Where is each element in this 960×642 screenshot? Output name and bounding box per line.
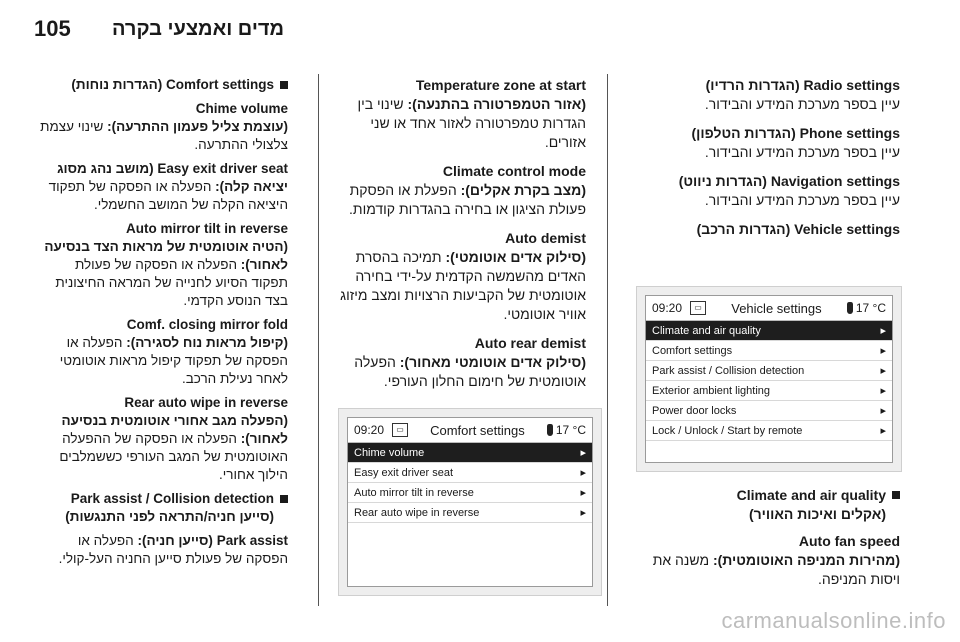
entry-body: תמיכה בהסרת האדים מהשמשה הקדמית על-ידי בחירה אוטומטית של הקביעות הרצויות ומצב מיזוג אוויר אוטומטי. [340, 249, 586, 322]
entry-heading: Climate control mode [442, 163, 586, 179]
chevron-right-icon: ▸ [880, 345, 886, 357]
menu-item-label: Rear auto wipe in reverse [354, 506, 480, 519]
entry-body: שינוי עצמת צלצולי ההתרעה. [40, 119, 288, 152]
left-column [40, 76, 288, 578]
entry-heading: Phone settings (הגדרות הטלפון) [691, 125, 900, 141]
comfort-settings-screen [338, 408, 602, 596]
section-heading [628, 486, 900, 524]
bullet-square-icon [892, 491, 900, 499]
page-number: 105 [34, 16, 71, 41]
phone-settings-entry [628, 124, 900, 162]
entry-bold: (עוצמת צליל פעמון ההתרעה): [107, 119, 288, 134]
entry-heading: Vehicle settings (הגדרות הרכב) [696, 221, 900, 237]
entry-heading: Comf. closing mirror fold [126, 317, 288, 332]
entry-text [40, 238, 288, 310]
menu-item-label: Power door locks [652, 404, 737, 417]
entry-body: שינוי בין הגדרות טמפרטורה לאזור אחד או שני אזורים. [357, 96, 586, 150]
chevron-right-icon: ▸ [880, 365, 886, 377]
menu-item-ambient-lighting[interactable] [646, 381, 892, 401]
entry-heading: Rear auto wipe in reverse [124, 395, 288, 410]
entry-text [336, 181, 586, 219]
entry-bold: (סילוק אדים אוטומטי): [445, 249, 586, 265]
menu-item-label: Chime volume [354, 446, 425, 459]
entry-body: הפעלה או הפסקה של ההפעלה האוטומטית של המגב העורפי כששמלבים הילוך אחורי. [59, 431, 288, 482]
menu-item-comfort[interactable] [646, 341, 892, 361]
entry-heading: Auto fan speed [798, 533, 900, 549]
entry-bold: יציאה קלה): [215, 179, 288, 194]
entry-body: הפעלה או הפסקה של פעולת סייען החניה העל-קולי. [58, 533, 288, 566]
entry-heading: Auto mirror tilt in reverse [125, 221, 288, 236]
chevron-right-icon: ▸ [880, 385, 886, 397]
thermometer-icon [847, 302, 853, 314]
entry-text [40, 334, 288, 388]
column-divider [318, 74, 319, 606]
chevron-right-icon: ▸ [880, 425, 886, 437]
easy-exit-entry [40, 160, 288, 214]
mirror-tilt-entry [40, 220, 288, 310]
entry-text: עיין בספר מערכת המידע והבידור. [704, 96, 900, 112]
middle-column [336, 76, 586, 401]
menu-item-remote[interactable] [646, 421, 892, 441]
menu-item-label: Park assist / Collision detection [652, 364, 805, 377]
entry-body: הפעלה או הפסקה של תפקוד קיפול מראות אוטומטי לאחר נעילת הרכב. [59, 335, 288, 386]
menu-item-park-assist[interactable] [646, 361, 892, 381]
chevron-right-icon: ▸ [580, 447, 586, 459]
section-heading [40, 490, 288, 526]
navigation-settings-entry [628, 172, 900, 210]
entry-bold: (אזור הטמפרטורה בהתנעה): [407, 96, 586, 112]
screen-title: Comfort settings [430, 422, 525, 438]
entry-bold: (הפעלה מגב אחורי אוטומטית בנסיעה לאחור): [61, 413, 288, 446]
entry-bold: (מהירות המניפה האוטומטית): [712, 552, 900, 568]
heading-line: (סייען חניה/התראה לפני התנגשות) [65, 509, 274, 524]
temperature-text: 17 °C [555, 423, 586, 437]
screen-time: 09:20 [652, 301, 683, 315]
radio-settings-entry [628, 76, 900, 114]
heading-line: Climate and air quality [736, 487, 886, 503]
entry-bold: (קיפול מראות נוח לסגירה): [126, 335, 288, 350]
entry-bold: (הטיה אוטומטית של מראות הצד בנסיעה לאחור): [44, 239, 288, 272]
menu-item-rear-wipe[interactable] [348, 503, 592, 523]
entry-bold: (מצב בקרת אקלים): [460, 182, 586, 198]
entry-text [40, 178, 288, 214]
entry-text [40, 118, 288, 154]
screen-header [646, 296, 892, 321]
auto-demist-entry [336, 229, 586, 324]
watermark: carmanualsonline.info [721, 608, 946, 633]
climate-mode-entry [336, 162, 586, 219]
entry-heading: Chime volume [195, 101, 288, 116]
rear-wipe-entry [40, 394, 288, 484]
car-icon: ▭ [392, 423, 408, 437]
auto-fan-entry [628, 532, 900, 589]
heading-line: Comfort settings (הגדרות נוחות) [71, 77, 274, 92]
screen-title: Vehicle settings [731, 300, 822, 316]
heading-line: Park assist / Collision detection [70, 491, 274, 506]
entry-text [40, 412, 288, 484]
entry-body: הפעלה או הפסקה של פעולת תפקוד הסיוע לחנייה של המראה החיצונית בצד הנוסע הקדמי. [55, 257, 288, 308]
thermometer-icon [547, 424, 553, 436]
entry-text [336, 353, 586, 391]
temperature-text: 17 °C [855, 301, 886, 315]
screen-temperature [547, 423, 586, 437]
chevron-right-icon: ▸ [580, 487, 586, 499]
rear-demist-entry [336, 334, 586, 391]
entry-body: הפעלה או הפסקה של תפקוד היציאה הקלה של המושב החשמלי. [48, 179, 288, 212]
entry-bold: (סילוק אדים אוטומטי מאחור): [399, 354, 586, 370]
screen-temperature [847, 301, 886, 315]
menu-item-mirror-tilt[interactable] [348, 483, 592, 503]
entry-text [628, 551, 900, 589]
column-divider [607, 74, 608, 606]
chapter-title: מדים ואמצעי בקרה [112, 18, 285, 40]
menu-item-door-locks[interactable] [646, 401, 892, 421]
bullet-square-icon [280, 495, 288, 503]
climate-section [628, 486, 900, 589]
menu-item-label: Easy exit driver seat [354, 466, 454, 479]
menu-item-climate[interactable] [646, 321, 892, 341]
menu-item-label: Comfort settings [652, 344, 733, 357]
menu-item-label: Auto mirror tilt in reverse [354, 486, 474, 499]
entry-body: משנה את ויסות המניפה. [652, 552, 900, 587]
entry-body: הפעלה אוטומטית של חימום החלון העורפי. [354, 354, 586, 389]
entry-heading: Auto demist [505, 230, 586, 246]
entry-body: הפעלת או הפסקת פעולת הציגון או בחירה בהגדרות קודמות. [349, 182, 586, 217]
entry-text: עיין בספר מערכת המידע והבידור. [704, 192, 900, 208]
chime-volume-entry [40, 100, 288, 154]
entry-bold: (סייען חניה): [137, 533, 213, 548]
entry-text: עיין בספר מערכת המידע והבידור. [704, 144, 900, 160]
entry-heading: Park assist [216, 533, 288, 548]
car-icon: ▭ [690, 301, 706, 315]
entry-heading: Radio settings (הגדרות הרדיו) [705, 77, 900, 93]
screen-time: 09:20 [354, 423, 385, 437]
entry-text [336, 95, 586, 152]
chevron-right-icon: ▸ [580, 507, 586, 519]
menu-item-label: Climate and air quality [652, 324, 761, 337]
menu-item-label: Exterior ambient lighting [652, 384, 771, 397]
entry-heading: Navigation settings (הגדרות ניווט) [678, 173, 900, 189]
vehicle-settings-entry [628, 220, 900, 239]
chevron-right-icon: ▸ [880, 325, 886, 337]
park-assist-entry [40, 532, 288, 568]
temperature-zone-entry [336, 76, 586, 152]
menu-item-easy-exit[interactable] [348, 463, 592, 483]
section-heading [40, 76, 288, 94]
entry-text [336, 248, 586, 324]
chevron-right-icon: ▸ [580, 467, 586, 479]
menu-item-label: Lock / Unlock / Start by remote [652, 424, 803, 437]
heading-line: (אקלים ואיכות האוויר) [748, 506, 886, 522]
entry-heading: Temperature zone at start [415, 77, 586, 93]
chevron-right-icon: ▸ [880, 405, 886, 417]
entry-heading: Easy exit driver seat (מושב נהג מסוג [57, 161, 288, 176]
menu-item-chime-volume[interactable] [348, 443, 592, 463]
entry-text [40, 532, 288, 568]
screen-header [348, 418, 592, 443]
right-column [628, 76, 900, 249]
mirror-fold-entry [40, 316, 288, 388]
entry-heading: Auto rear demist [474, 335, 586, 351]
bullet-square-icon [280, 81, 288, 89]
vehicle-settings-screen [636, 286, 902, 472]
